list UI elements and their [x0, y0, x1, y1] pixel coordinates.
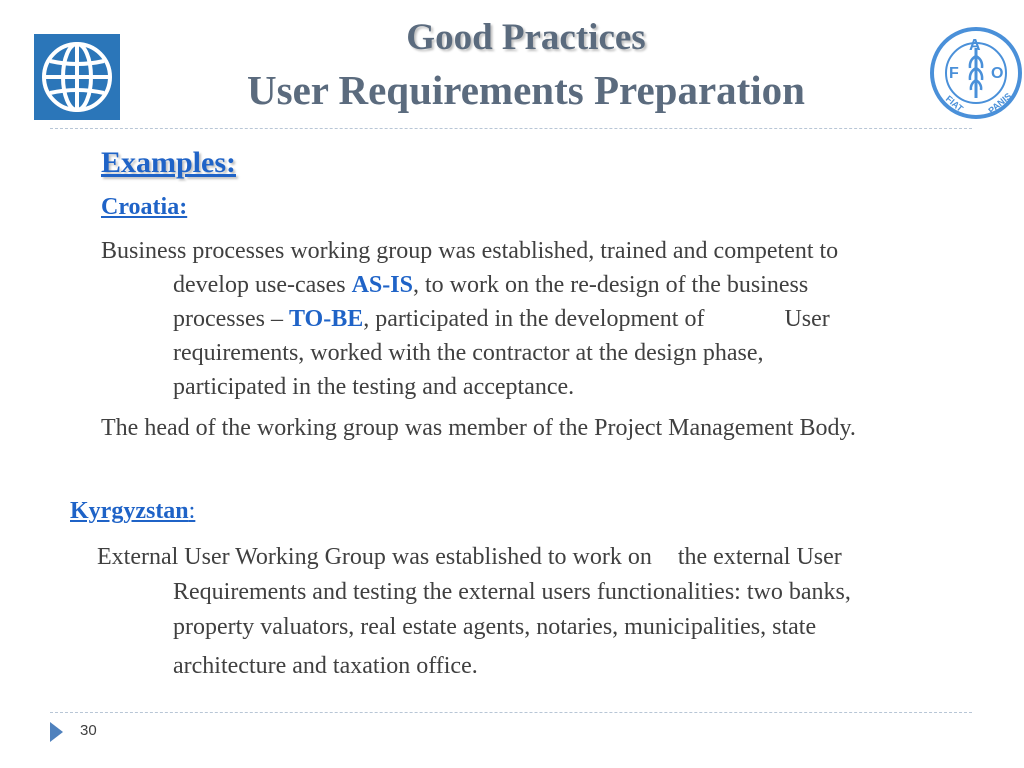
text-line: External User Working Group was established to work on the external User [97, 544, 842, 570]
text-line: processes – TO-BE, participated in the development of User [173, 306, 830, 332]
text-line: requirements, worked with the contractor at the design phase, [173, 340, 764, 366]
text-line: Requirements and testing the external users functionalities: two banks, [173, 579, 851, 605]
slide-subtitle: User Requirements Preparation [247, 67, 805, 113]
svg-text:F: F [949, 65, 959, 82]
page-number: 30 [80, 722, 97, 739]
croatia-heading: Croatia: [101, 194, 188, 220]
croatia-paragraph-2: The head of the working group was member of the Project Management Body. [101, 415, 856, 441]
text-line: architecture and taxation office. [173, 653, 478, 679]
to-be-highlight: TO-BE [288, 306, 364, 332]
kyrgyzstan-heading: Kyrgyzstan: [70, 498, 196, 524]
text-line: property valuators, real estate agents, notaries, municipalities, state [173, 614, 817, 640]
text-line: develop use-cases AS-IS, to work on the re-design of the business [173, 272, 809, 298]
kyrgyzstan-paragraph [97, 540, 997, 684]
svg-text:FIAT: FIAT [943, 93, 966, 114]
bottom-divider [50, 712, 972, 713]
text-line: Business processes working group was established, trained and competent to [101, 238, 839, 264]
page-arrow-icon [50, 722, 63, 742]
examples-heading: Examples: [101, 146, 236, 179]
svg-text:PANIS: PANIS [986, 90, 1014, 116]
text-line: participated in the testing and acceptance. [173, 374, 575, 400]
slide-title: Good Practices [406, 17, 646, 58]
as-is-highlight: AS-IS [351, 272, 413, 298]
croatia-paragraph [101, 234, 1001, 404]
svg-text:O: O [991, 65, 1004, 82]
top-divider [50, 128, 972, 129]
svg-text:A: A [969, 37, 981, 54]
